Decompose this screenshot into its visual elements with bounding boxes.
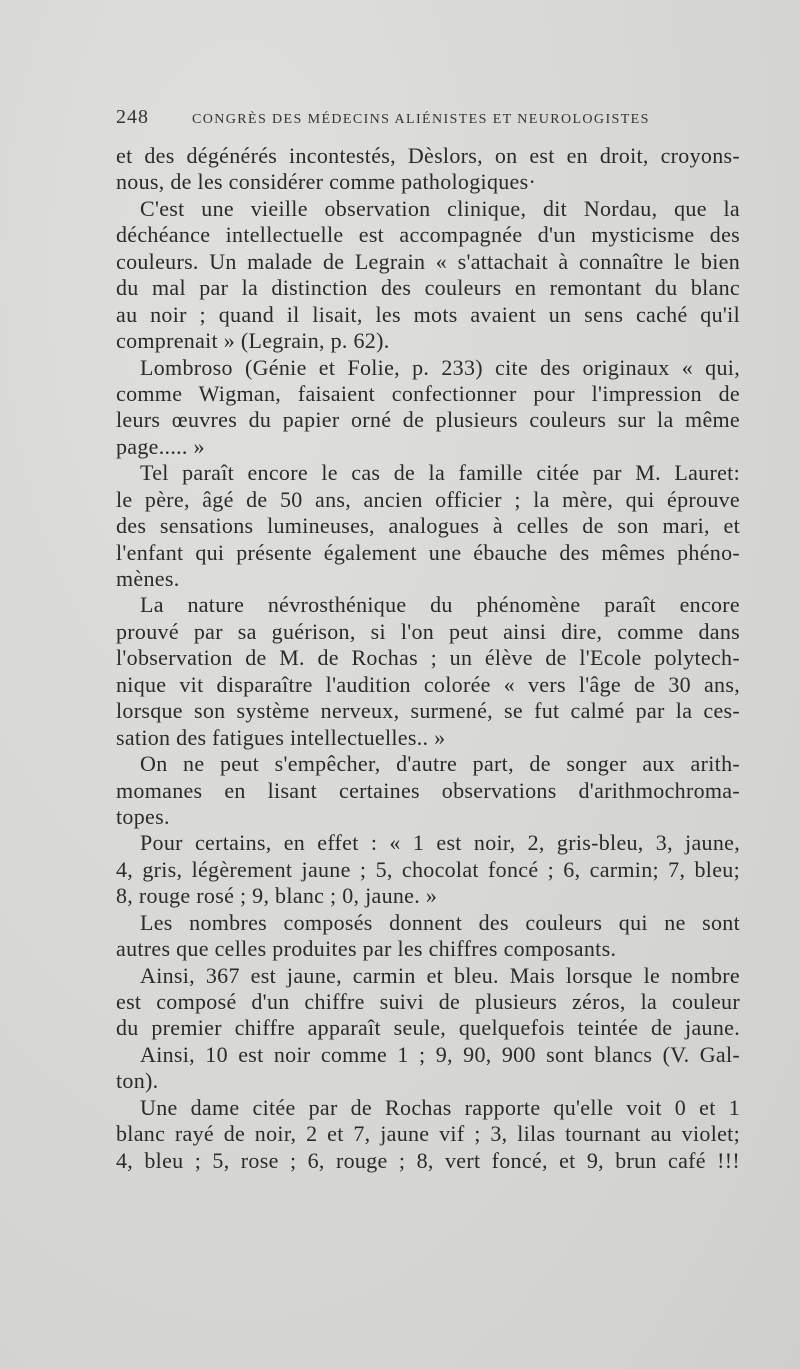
text-line: Tel paraît encore le cas de la famille citée par M. Lauret:	[140, 460, 740, 486]
text-line: et des dégénérés incontestés, Dèslors, on est en droit, croyons-	[116, 143, 740, 168]
text-line: est composé d'un chiffre suivi de plusieurs zéros, la couleur	[116, 989, 740, 1014]
text-line: 8, rouge rosé ; 9, blanc ; 0, jaune. »	[116, 883, 438, 909]
text-line: Ainsi, 10 est noir comme 1 ; 9, 90, 900 sont blancs (V. Gal-	[140, 1041, 740, 1067]
text-line: Les nombres composés donnent des couleurs qui ne sont	[140, 909, 740, 935]
text-line: C'est une vieille observation clinique, dit Nordau, que la	[140, 195, 740, 221]
text-line: du premier chiffre apparaît seule, quelquefois teintée de jaune.	[116, 1015, 740, 1041]
text-line: comme Wigman, faisaient confectionner pour l'impression de	[116, 380, 740, 406]
text-line: au noir ; quand il lisait, les mots avaient un sens caché qu'il	[116, 301, 740, 327]
text-line: Une dame citée par de Rochas rapporte qu'elle voit 0 et 1	[140, 1094, 740, 1120]
text-line: Pour certains, en effet : « 1 est noir, 2, gris-bleu, 3, jaune,	[140, 830, 740, 856]
text-line: Ainsi, 367 est jaune, carmin et bleu. Mais lorsque le nombre	[140, 962, 740, 988]
text-line: La nature névrosthénique du phénomène paraît encore	[140, 592, 740, 618]
text-line: 4, bleu ; 5, rose ; 6, rouge ; 8, vert foncé, et 9, brun café !!!	[116, 1147, 740, 1173]
text-line: mènes.	[116, 566, 180, 591]
text-line: l'observation de M. de Rochas ; un élève de l'Ecole polytech-	[116, 645, 740, 671]
text-line: déchéance intellectuelle est accompagnée d'un mysticisme des	[116, 222, 740, 248]
text-line: couleurs. Un malade de Legrain « s'attachait à connaître le bien	[116, 248, 740, 274]
page-number: 248	[116, 106, 149, 128]
text-line: l'enfant qui présente également une ébauche des mêmes phéno-	[116, 539, 740, 565]
text-line: leurs œuvres du papier orné de plusieurs couleurs sur la même	[116, 407, 740, 433]
text-line: comprenait » (Legrain, p. 62).	[116, 328, 390, 354]
text-line: autres que celles produites par les chiffres composants.	[116, 936, 617, 962]
text-line: Lombroso (Génie et Folie, p. 233) cite des originaux « qui,	[140, 354, 740, 380]
text-line: 4, gris, légèrement jaune ; 5, chocolat foncé ; 6, carmin; 7, bleu;	[116, 856, 740, 882]
text-line: page..... »	[116, 433, 205, 459]
text-line: prouvé par sa guérison, si l'on peut ainsi dire, comme dans	[116, 618, 740, 644]
text-line: le père, âgé de 50 ans, ancien officier ; la mère, qui éprouve	[116, 486, 740, 512]
running-head: CONGRÈS DES MÉDECINS ALIÉNISTES ET NEUROLOGISTES	[192, 112, 650, 127]
text-line: des sensations lumineuses, analogues à celles de son mari, et	[116, 513, 740, 539]
text-line: du mal par la distinction des couleurs en remontant du blanc	[116, 275, 740, 301]
text-line: blanc rayé de noir, 2 et 7, jaune vif ; 3, lilas tournant au violet;	[116, 1121, 740, 1147]
text-line: ton).	[116, 1068, 159, 1094]
text-line: topes.	[116, 803, 170, 829]
text-line: nique vit disparaître l'audition colorée « vers l'âge de 30 ans,	[116, 671, 740, 697]
text-line: On ne peut s'empêcher, d'autre part, de songer aux arith-	[140, 751, 740, 777]
text-line: momanes en lisant certaines observations d'arithmochroma-	[116, 777, 740, 803]
text-line: nous, de les considérer comme pathologiques·	[116, 169, 537, 195]
body-text	[116, 143, 740, 1174]
page-header	[116, 106, 686, 130]
text-line: lorsque son système nerveux, surmené, se fut calmé par la ces-	[116, 698, 740, 724]
text-line: sation des fatigues intellectuelles.. »	[116, 724, 446, 750]
